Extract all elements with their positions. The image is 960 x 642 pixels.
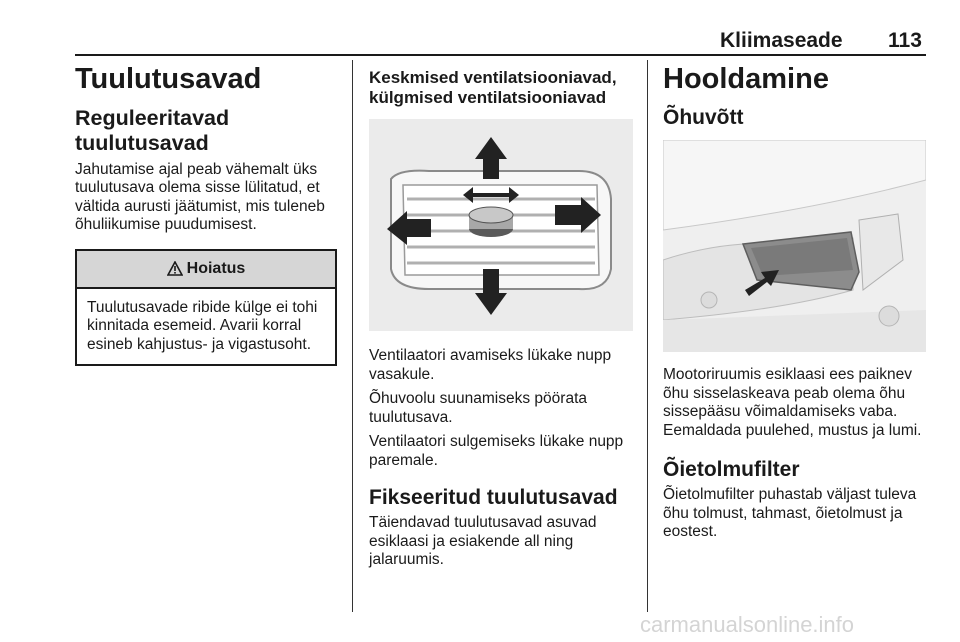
warning-box bbox=[75, 249, 337, 367]
text-line: tuulutusava. bbox=[369, 408, 453, 426]
text-line: esiklaasi ja esiakende all ning bbox=[369, 532, 574, 550]
instruction-open bbox=[369, 347, 633, 384]
text-line: õhu sisselaskeava peab olema õhu bbox=[663, 384, 906, 402]
text-line: Tuulutusavade ribide külge ei tohi bbox=[87, 298, 318, 316]
subsection-title-line2: külgmised ventilatsiooniavad bbox=[369, 87, 607, 107]
subsection-title: Õhuvõtt bbox=[663, 105, 744, 129]
watermark: carmanualsonline.info bbox=[640, 612, 855, 637]
text-line: esineb kahjustus- ja vigastusoht. bbox=[87, 335, 312, 353]
header-rule bbox=[75, 54, 926, 56]
section-title: Hooldamine bbox=[663, 63, 829, 95]
text-line: õhuliikumise puudumisest. bbox=[75, 216, 257, 234]
warning-title: Hoiatus bbox=[186, 259, 246, 277]
subsection-title bbox=[369, 68, 633, 107]
page-number: 113 bbox=[888, 29, 922, 52]
warning-triangle-icon bbox=[167, 261, 183, 276]
text-line: Ventilaatori sulgemiseks lükake nupp bbox=[369, 433, 624, 451]
text-line: Õietolmufilter puhastab väljast tuleva bbox=[663, 486, 917, 504]
column-divider-1 bbox=[352, 60, 353, 612]
intro-paragraph bbox=[75, 161, 337, 235]
text-line: tuulutusava olema sisse lülitatud, et bbox=[75, 179, 320, 197]
subsection-title-line1: Keskmised ventilatsiooniavad, bbox=[369, 68, 617, 87]
column-3 bbox=[663, 60, 926, 542]
subsection-title: Õietolmufilter bbox=[663, 458, 800, 482]
text-line: kinnitada esemeid. Avarii korral bbox=[87, 317, 302, 335]
column-1 bbox=[75, 60, 337, 366]
subsection-title bbox=[75, 106, 337, 157]
subsection-title-line1: Reguleeritavad bbox=[75, 105, 230, 130]
section-title: Tuulutusavad bbox=[75, 63, 262, 95]
text-line: eostest. bbox=[663, 523, 718, 541]
text-line: paremale. bbox=[369, 451, 438, 469]
page-header-title: Kliimaseade bbox=[720, 29, 843, 52]
pollen-filter-paragraph bbox=[663, 486, 926, 542]
fixed-vents-paragraph bbox=[369, 514, 633, 570]
text-line: jalaruumis. bbox=[369, 551, 444, 569]
text-line: vasakule. bbox=[369, 365, 435, 383]
text-line: Õhuvoolu suunamiseks pöörata bbox=[369, 390, 587, 408]
warning-text bbox=[77, 289, 335, 365]
text-line: Täiendavad tuulutusavad asuvad bbox=[369, 514, 597, 532]
air-intake-paragraph bbox=[663, 366, 926, 440]
subsection-title-line2: tuulutusavad bbox=[75, 131, 209, 156]
column-divider-2 bbox=[647, 60, 648, 612]
air-vent-illustration bbox=[369, 119, 633, 331]
warning-header bbox=[77, 251, 335, 289]
text-line: Ventilaatori avamiseks lükake nupp bbox=[369, 347, 612, 365]
text-line: vältida aurusti jäätumist, mis tuleneb bbox=[75, 197, 325, 215]
text-line: sissepääsu võimaldamiseks vaba. bbox=[663, 403, 898, 421]
instruction-close bbox=[369, 433, 633, 470]
text-line: Jahutamise ajal peab vähemalt üks bbox=[75, 160, 318, 178]
air-intake-illustration bbox=[663, 140, 926, 352]
text-line: Mootoriruumis esiklaasi ees paiknev bbox=[663, 366, 912, 384]
instruction-direct bbox=[369, 390, 633, 427]
text-line: Eemaldada puulehed, mustus ja lumi. bbox=[663, 421, 922, 439]
text-line: õhu tolmust, tahmast, õietolmust ja bbox=[663, 504, 903, 522]
subsection-title: Fikseeritud tuulutusavad bbox=[369, 486, 618, 510]
column-2 bbox=[369, 60, 633, 570]
